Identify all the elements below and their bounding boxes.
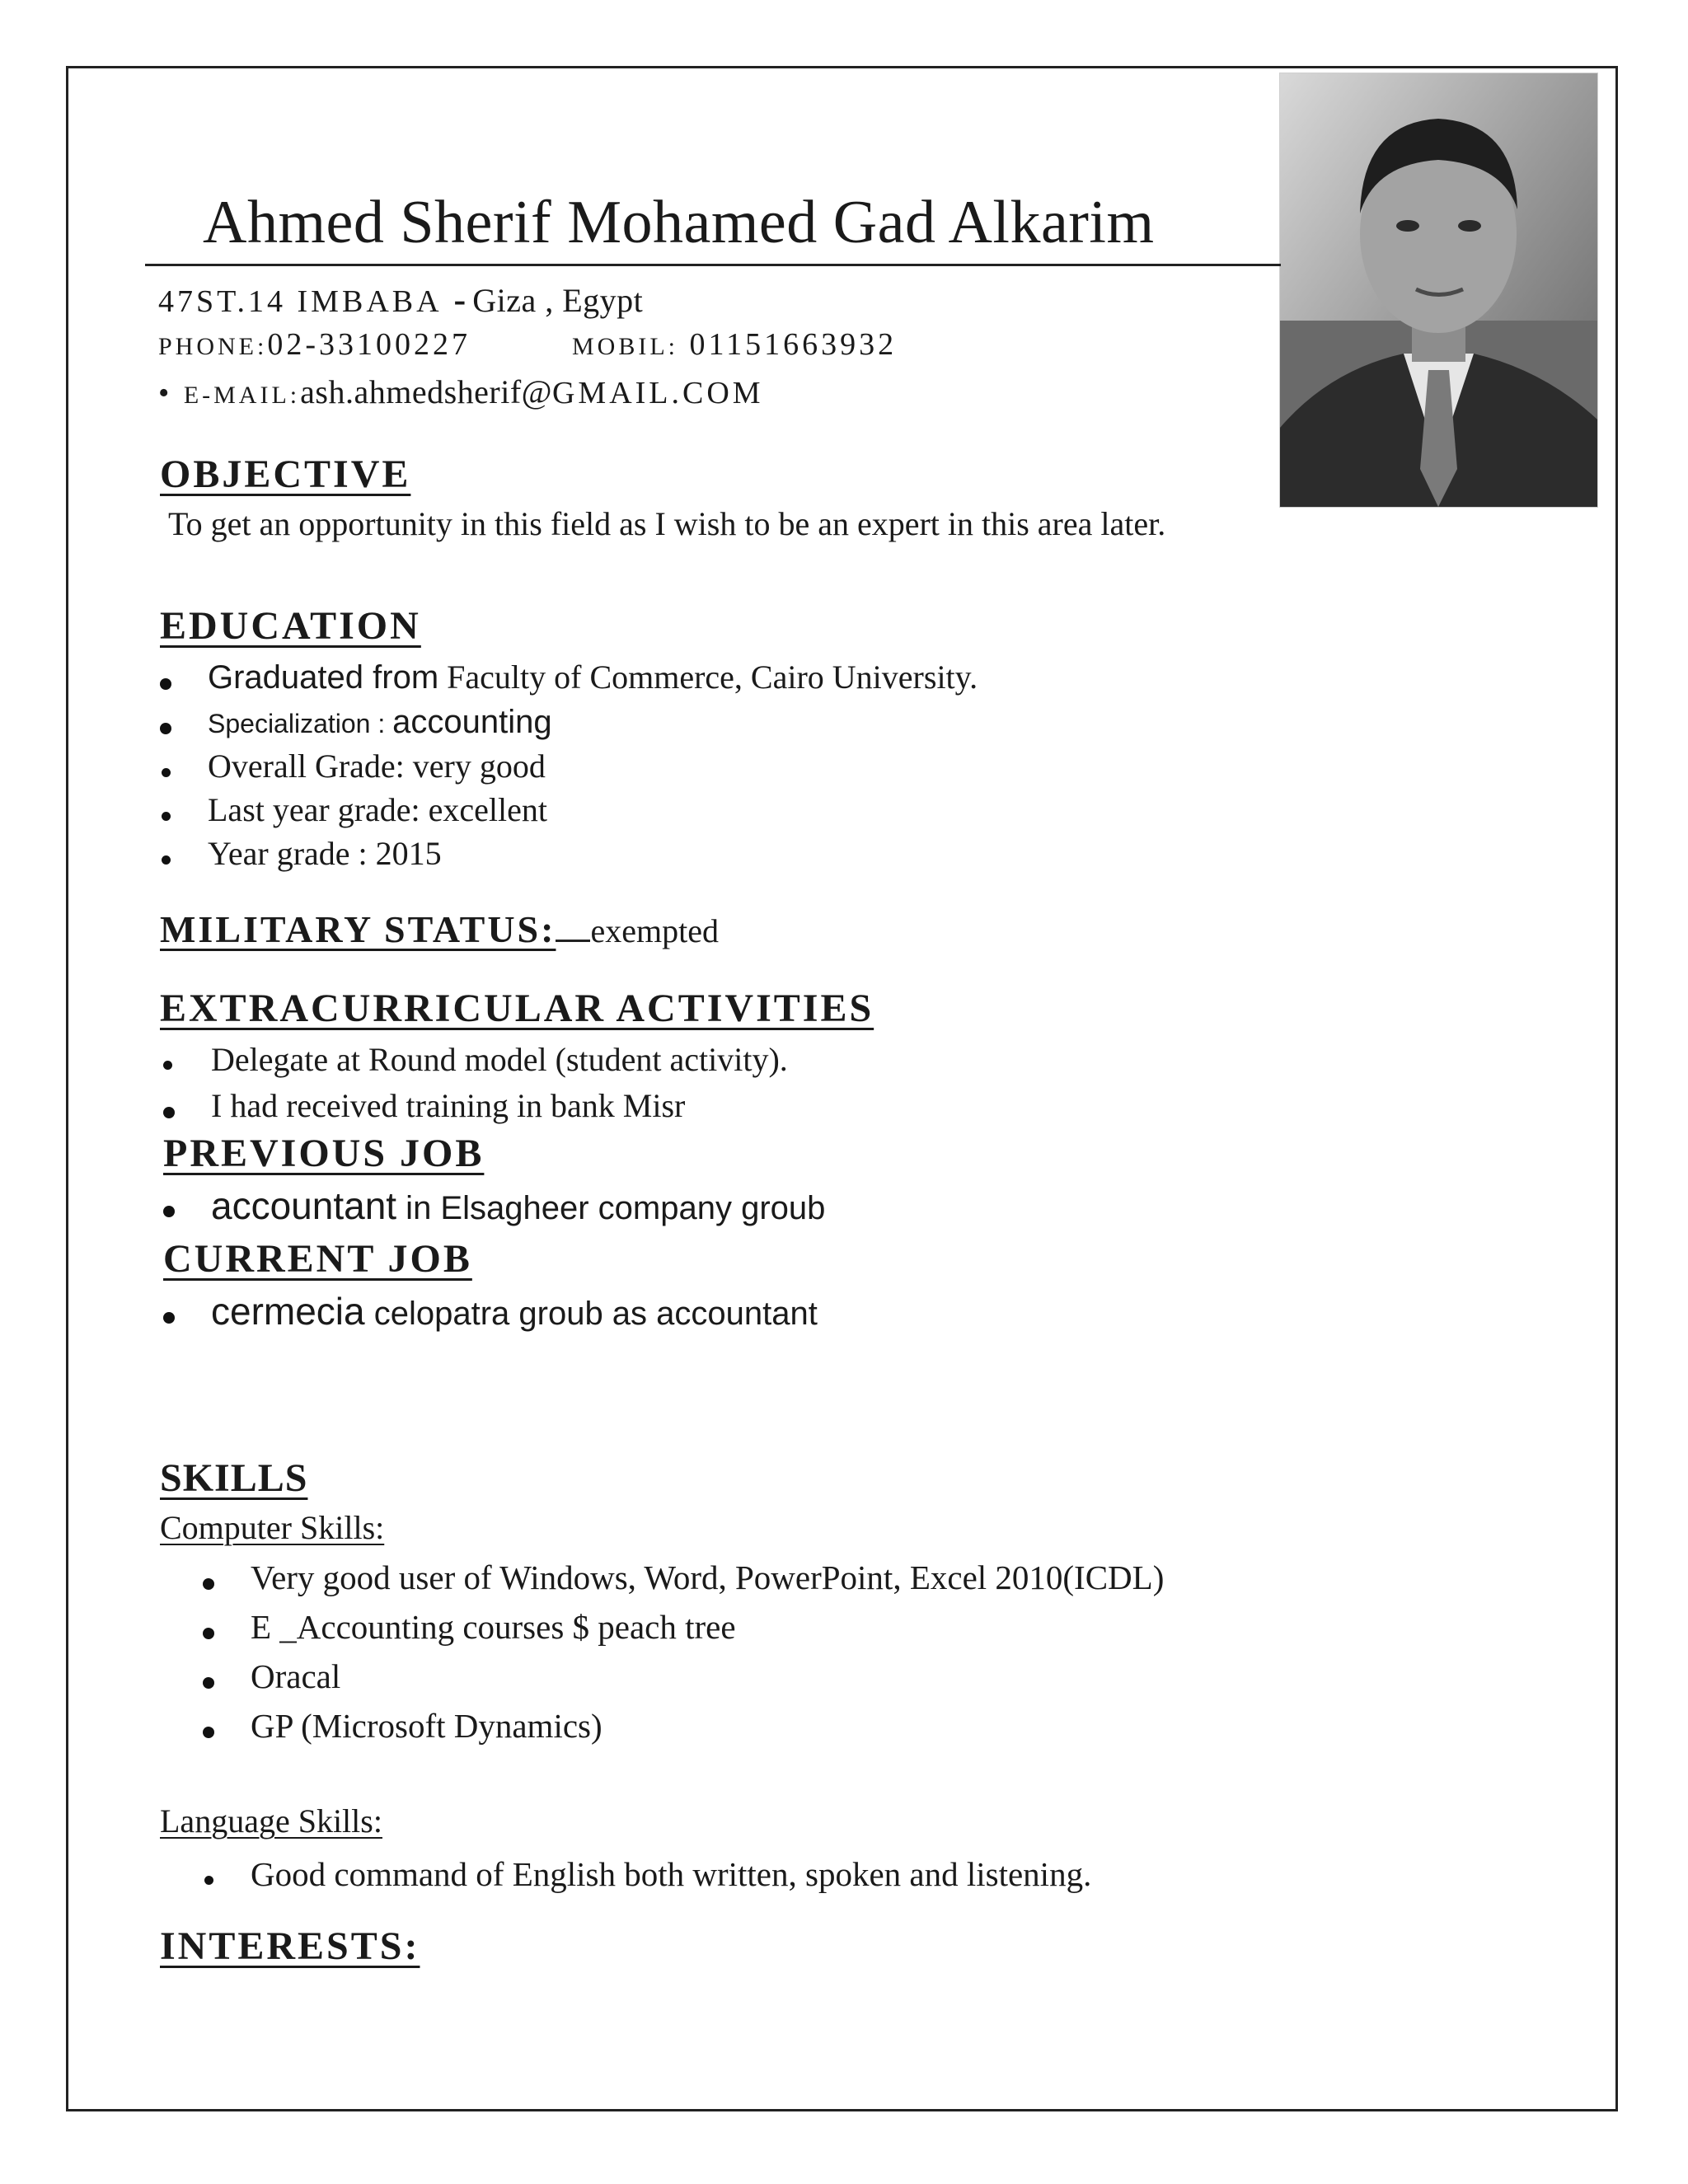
- computer-skills-label: Computer Skills:: [160, 1509, 385, 1546]
- bullet-icon: [162, 855, 171, 865]
- language-skills-label: Language Skills:: [160, 1802, 382, 1840]
- previous-job-company: in Elsagheer company groub: [396, 1190, 826, 1226]
- email-label: E-MAIL:: [183, 382, 301, 409]
- email-bullet: •: [158, 376, 173, 410]
- previous-job-line: [211, 1183, 825, 1228]
- address-dash: -: [453, 279, 467, 320]
- computer-skill-item: Very good user of Windows, Word, PowerPoint, Excel 2010(ICDL): [251, 1558, 1165, 1596]
- extracurricular-heading: EXTRACURRICULAR ACTIVITIES: [160, 987, 874, 1030]
- specialization-label: Specialization: [208, 709, 371, 738]
- military-value: exempted: [590, 912, 719, 949]
- extracurricular-item: Delegate at Round model (student activity).: [211, 1041, 788, 1078]
- objective-text: To get an opportunity in this field as I wish to be an expert in this area later.: [168, 505, 1166, 542]
- address-city: Giza , Egypt: [472, 282, 644, 319]
- education-heading: EDUCATION: [160, 604, 421, 648]
- bullet-icon: [160, 678, 171, 690]
- current-job-line: [211, 1289, 818, 1333]
- education-rest: Faculty of Commerce, Cairo University.: [438, 658, 978, 696]
- phone-label: PHONE:: [158, 333, 268, 360]
- email-domain: GMAIL.COM: [551, 376, 764, 410]
- current-job-heading: CURRENT JOB: [163, 1237, 472, 1281]
- computer-skill-item: E _Accounting courses $ peach tree: [251, 1608, 736, 1646]
- address-line: [158, 279, 643, 321]
- phone-line: [158, 326, 897, 363]
- bullet-icon: [163, 1312, 175, 1324]
- bullet-icon: [203, 1578, 214, 1590]
- education-lead: Graduated from: [208, 659, 439, 696]
- bullet-icon: [204, 1876, 213, 1885]
- bullet-icon: [163, 1061, 172, 1070]
- email-user: ash.ahmedsherif@: [300, 373, 552, 410]
- address-street: 47ST.14 IMBABA: [158, 284, 443, 319]
- profile-photo: [1279, 73, 1598, 508]
- bullet-icon: [203, 1628, 214, 1639]
- name-underline: [145, 264, 1281, 266]
- phone-number: 02-33100227: [267, 327, 471, 362]
- bullet-icon: [163, 1206, 175, 1217]
- bullet-icon: [160, 723, 171, 734]
- education-item-graduated: [208, 658, 978, 696]
- military-line: [160, 907, 719, 951]
- mobile-number: 01151663932: [689, 327, 898, 362]
- extracurricular-item: I had received training in bank Misr: [211, 1087, 686, 1124]
- education-item-specialization: Specialization : accounting: [208, 704, 552, 740]
- current-job-title: cermecia: [211, 1290, 365, 1333]
- mobile-label: MOBIL:: [572, 333, 678, 360]
- skills-heading: SKILLS: [160, 1456, 308, 1500]
- specialization-value: accounting: [392, 704, 552, 740]
- education-item-last-year: Last year grade: excellent: [208, 791, 547, 828]
- candidate-name: Ahmed Sherif Mohamed Gad Alkarim: [203, 189, 1155, 256]
- current-job-company: celopatra groub as accountant: [364, 1296, 818, 1332]
- military-heading: MILITARY STATUS:: [160, 908, 556, 950]
- computer-skill-item: Oracal: [251, 1657, 341, 1695]
- objective-heading: OBJECTIVE: [160, 452, 411, 496]
- education-item-overall: Overall Grade: very good: [208, 748, 546, 785]
- bullet-icon: [162, 812, 171, 821]
- language-skill-item: Good command of English both written, spoken and listening.: [251, 1855, 1092, 1893]
- email-line: [158, 373, 764, 411]
- bullet-icon: [203, 1727, 214, 1738]
- previous-job-heading: PREVIOUS JOB: [163, 1132, 485, 1175]
- interests-heading: INTERESTS:: [160, 1924, 420, 1968]
- computer-skill-item: GP (Microsoft Dynamics): [251, 1707, 603, 1745]
- previous-job-title: accountant: [211, 1184, 397, 1227]
- bullet-icon: [163, 1107, 175, 1118]
- education-item-year: Year grade : 2015: [208, 835, 442, 872]
- bullet-icon: [162, 768, 171, 777]
- bullet-icon: [203, 1677, 214, 1689]
